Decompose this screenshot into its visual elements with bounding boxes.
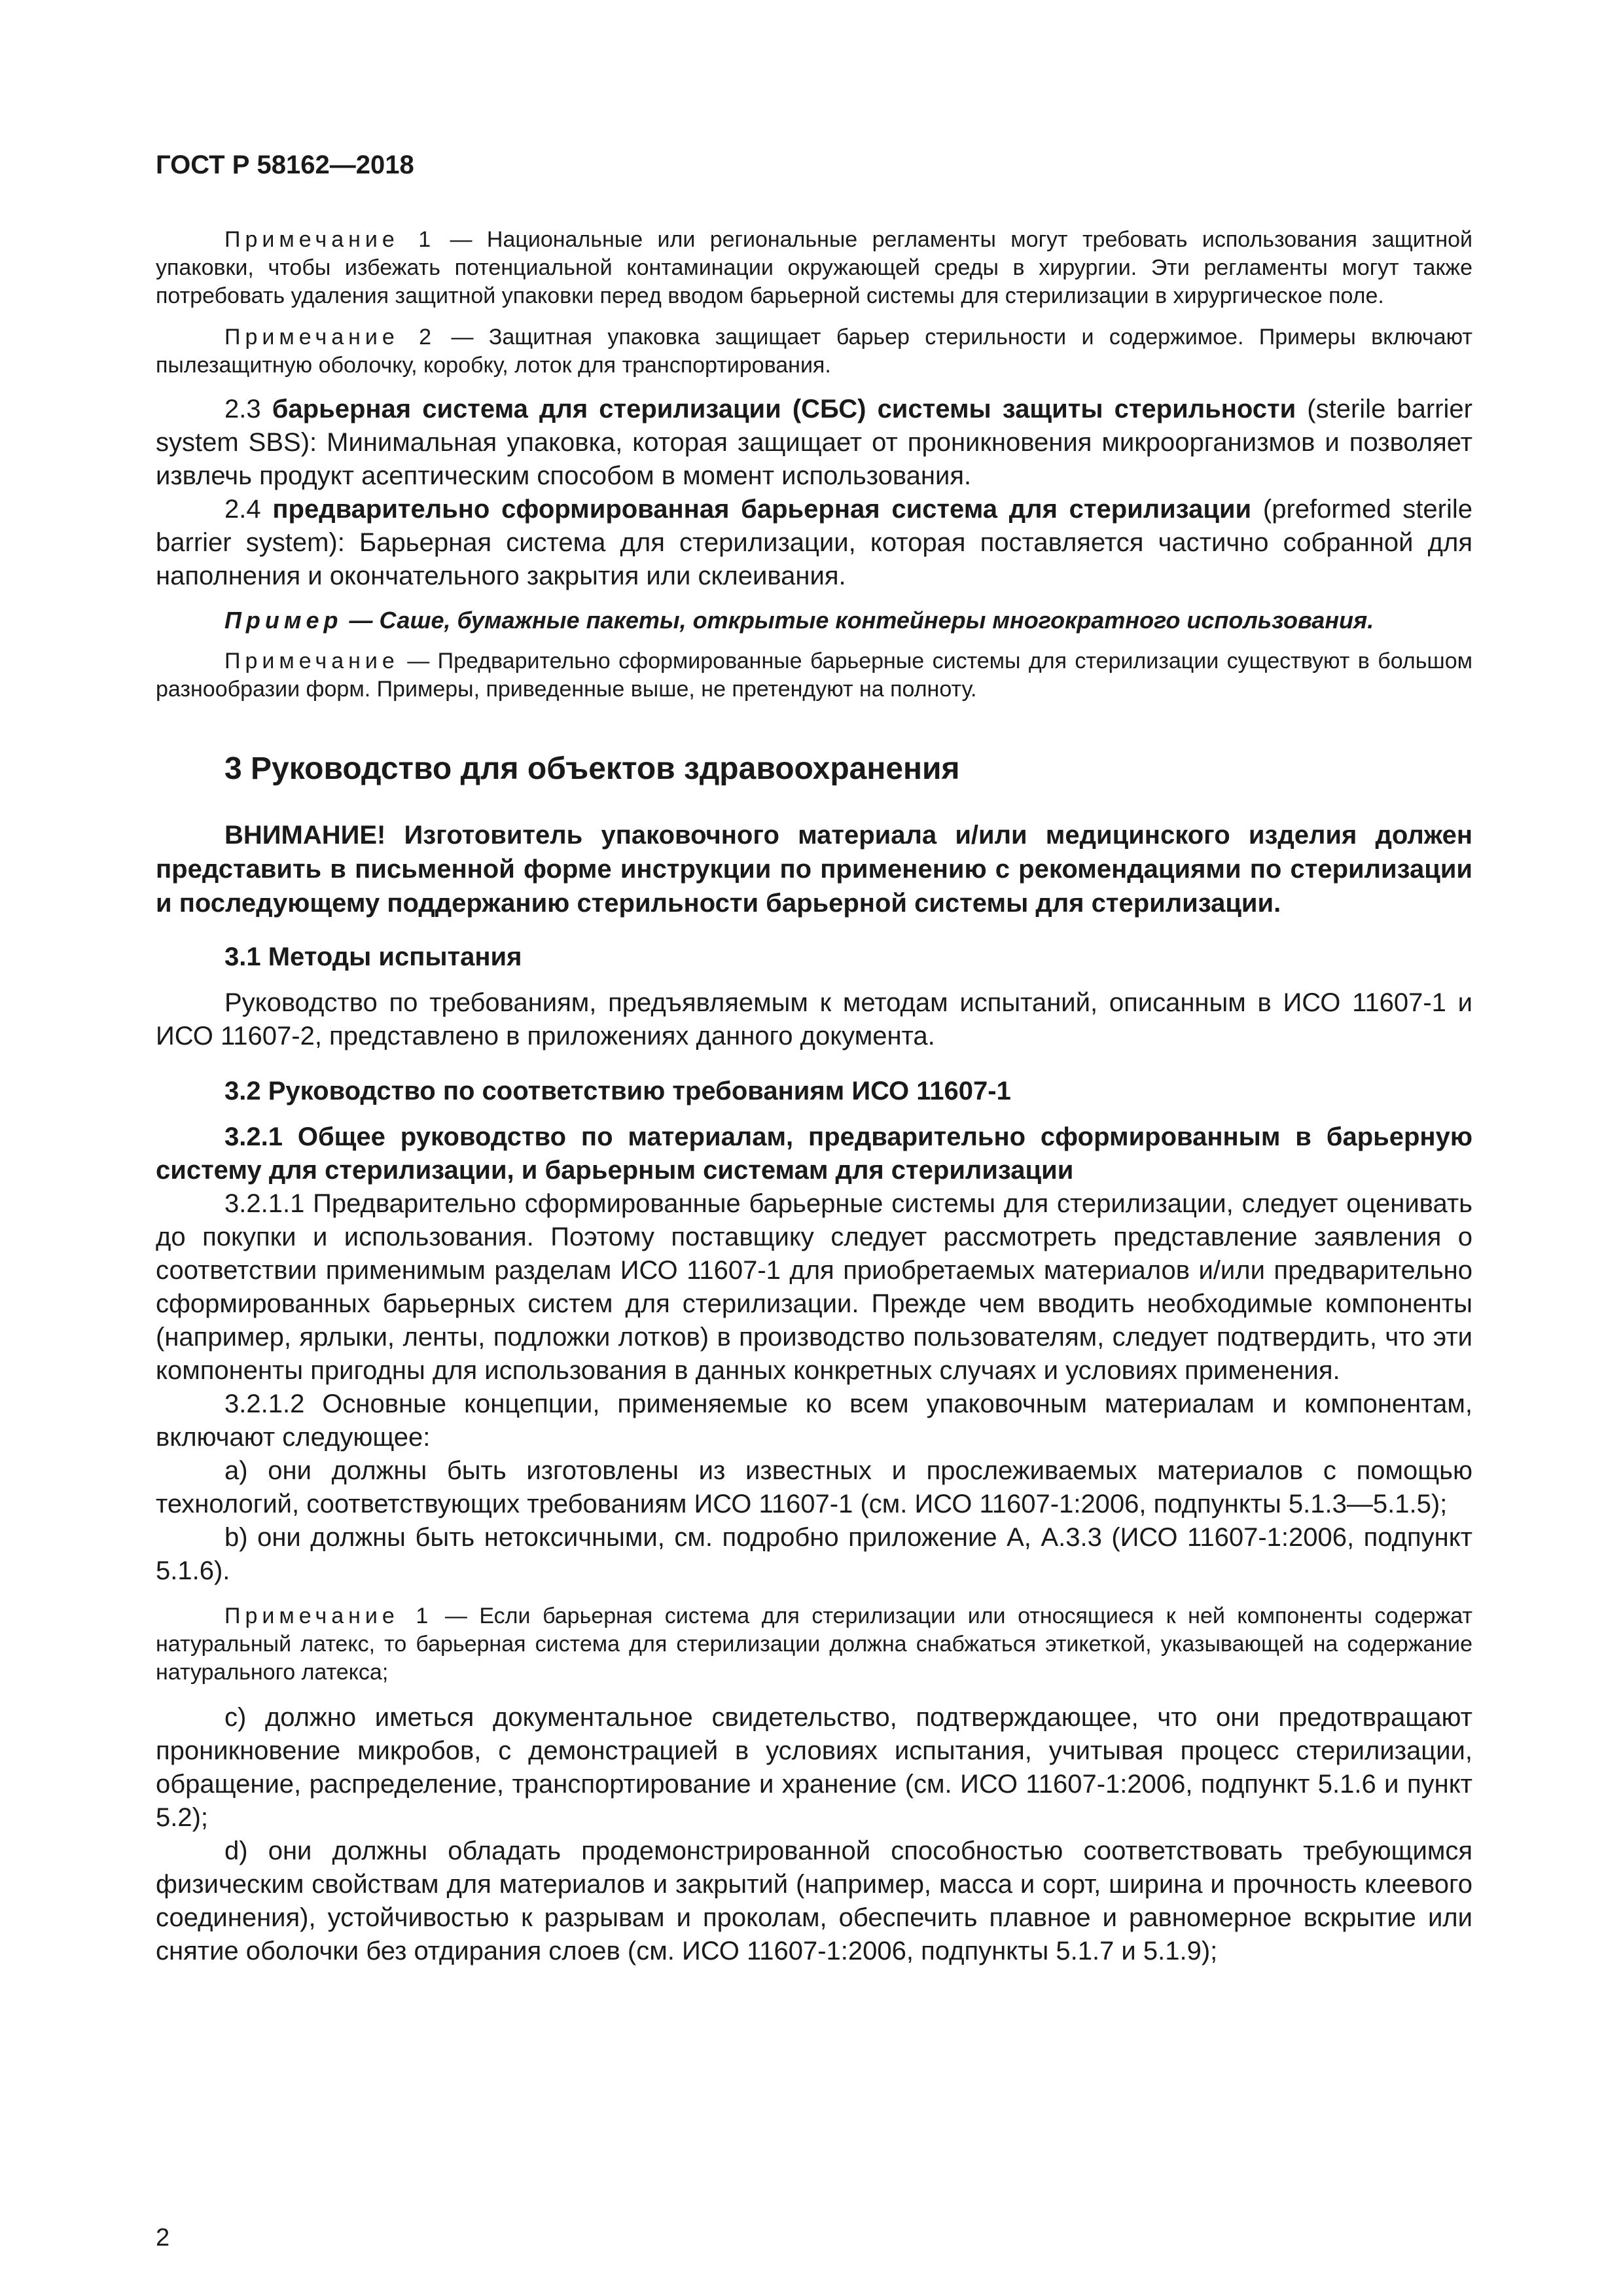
section-3-title: 3 Руководство для объектов здравоохранения (224, 751, 960, 786)
note-text: — Национальные или региональные регламенты могут требовать использования защитной упаковки, чтобы избежать потенциальной контаминации окружающей среды в хирургии. Эти регламенты могут также потребовать удаления защитной упаковки перед вводом барьерной системы для стерилизации в хирургическое поле. (156, 227, 1472, 308)
list-item-d: d) они должны обладать продемонстрированной способностью соответствовать требующимся физическим свойствам для материалов и закрытий (например, масса и сорт, ширина и прочность клеевого соединения), устойчивостью к разрывам и проколам, обеспечить плавное и равномерное вскрытие или снятие оболочки без отдирания слоев (см. ИСО 11607-1:2006, подпункты 5.1.7 и 5.1.9); (156, 1837, 1472, 1965)
section-3-1-title: 3.1 Методы испытания (224, 942, 522, 971)
note-definition-2-4 (156, 647, 1472, 704)
example (156, 606, 1472, 634)
note-label: Примечание 2 (224, 325, 437, 350)
note-latex (156, 1602, 1472, 1687)
definition-2-3 (156, 393, 1472, 493)
note-label: Примечание 1 (224, 1604, 433, 1628)
standard-header: ГОСТ Р 58162—2018 (156, 151, 414, 179)
note-text: — Предварительно сформированные барьерные системы для стерилизации существуют в большом разнообразии форм. Примеры, приведенные выше, не претендуют на полноту. (156, 649, 1472, 702)
example-label: Пример (224, 607, 343, 634)
paragraph-3-2-1-1: 3.2.1.1 Предварительно сформированные барьерные системы для стерилизации, следует оценивать до покупки и использования. Поэтому поставщику следует рассмотреть представление заявления о соответствии применимым разделам ИСО 11607-1 для приобретаемых материалов и/или предварительно сформированных барьерных систем для стерилизации. Прежде чем вводить необходимые компоненты (например, ярлыки, ленты, подложки лотков) в производство пользователям, следует подтвердить, что эти компоненты пригодны для использования в данных конкретных случаях и условиях применения. (156, 1189, 1472, 1385)
def-term: предварительно сформированная барьерная система для стерилизации (272, 495, 1252, 524)
list-item-c: c) должно иметься документальное свидетельство, подтверждающее, что они предотвращают проникновение микробов, с демонстрацией в условиях испытания, учитывая процесс стерилизации, обращение, распределение, транспортирование и хранение (см. ИСО 11607-1:2006, подпункт 5.1.6 и пункт 5.2); (156, 1703, 1472, 1832)
note-text: — Если барьерная система для стерилизации или относящиеся к ней компоненты содержат натуральный латекс, то барьерная система для стерилизации должна снабжаться этикеткой, указывающей на содержание натурального латекса; (156, 1604, 1472, 1685)
section-3-2-title: 3.2 Руководство по соответствию требованиям ИСО 11607-1 (224, 1077, 1011, 1105)
note-label: Примечание (224, 649, 399, 673)
section-3-1-text: Руководство по требованиям, предъявляемым к методам испытаний, описанным в ИСО 11607-1 и ИСО 11607-2, представлено в приложениях данного документа. (156, 988, 1472, 1050)
def-number: 2.4 (224, 495, 261, 524)
note-2 (156, 323, 1472, 380)
note-text: — Защитная упаковка защищает барьер стерильности и содержимое. Примеры включают пылезащитную оболочку, коробку, лоток для транспортирования. (156, 325, 1473, 378)
def-text: (sterile barrier system SBS): Минимальная упаковка, которая защищает от проникновения микроорганизмов и позволяет извлечь продукт асептическим способом в момент использования. (156, 395, 1472, 490)
paragraph-3-2-1-2: 3.2.1.2 Основные концепции, применяемые ко всем упаковочным материалам и компонентам, включают следующее: (156, 1390, 1472, 1452)
list-item-b: b) они должны быть нетоксичными, см. подробно приложение А, А.3.3 (ИСО 11607-1:2006, подпункт 5.1.6). (156, 1523, 1472, 1585)
list-item-a: a) они должны быть изготовлены из известных и прослеживаемых материалов с помощью технологий, соответствующих требованиям ИСО 11607-1 (см. ИСО 11607-1:2006, подпункты 5.1.3—5.1.5); (156, 1456, 1472, 1518)
def-text: (preformed sterile barrier system): Барьерная система для стерилизации, которая поставляется частично собранной для наполнения и окончательного закрытия или склеивания. (156, 495, 1472, 590)
example-text: — Саше, бумажные пакеты, открытые контейнеры многократного использования. (349, 607, 1374, 634)
def-number: 2.3 (224, 395, 261, 423)
def-term: барьерная система для стерилизации (СБС) системы защиты стерильности (272, 395, 1296, 423)
note-label: Примечание 1 (224, 227, 436, 252)
page-number: 2 (156, 2224, 170, 2251)
definition-2-4 (156, 493, 1472, 593)
warning-paragraph: ВНИМАНИЕ! Изготовитель упаковочного материала и/или медицинского изделия должен представить в письменной форме инструкции по применению с рекомендациями по стерилизации и последующему поддержанию стерильности барьерной системы для стерилизации. (156, 821, 1472, 918)
note-1 (156, 226, 1472, 310)
section-3-2-1-title: 3.2.1 Общее руководство по материалам, предварительно сформированным в барьерную систему для стерилизации, и барьерным системам для стерилизации (156, 1122, 1472, 1185)
